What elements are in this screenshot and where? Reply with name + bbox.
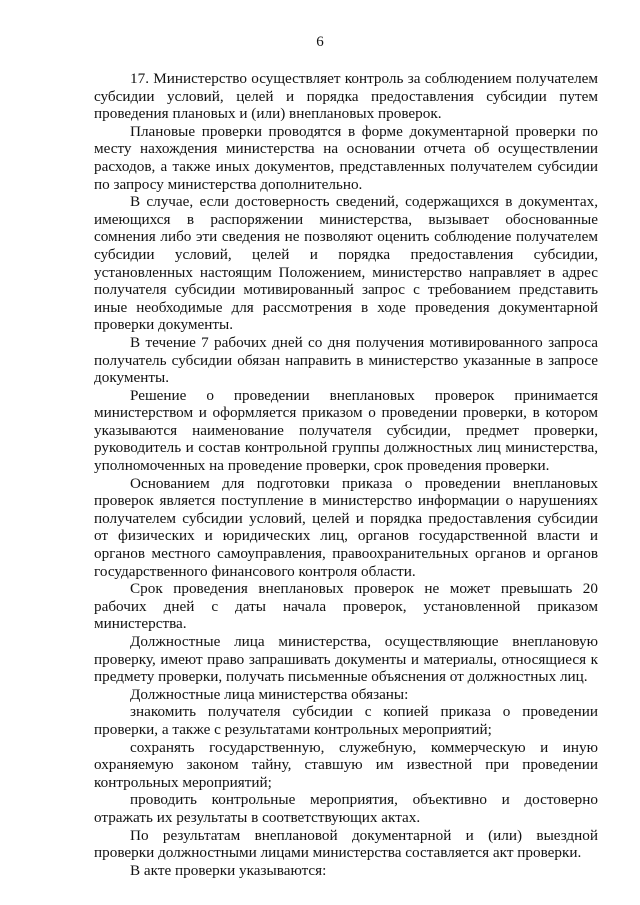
paragraph-act-drawn: По результатам внеплановой документарной и (или) выездной проверки должностными лицами министерства составляется акт проверки. (94, 826, 598, 862)
paragraph-planned-inspections: Плановые проверки проводятся в форме документарной проверки по месту нахождения министерства на основании отчета об осуществлении расходов, а также иных документов, представленных получателем субсидии по запросу министерства дополнительно. (94, 122, 598, 193)
paragraph-seven-days: В течение 7 рабочих дней со дня получения мотивированного запроса получатель субсидии обязан направить в министерство указанные в запросе документы. (94, 333, 598, 387)
paragraph-duty-objective: проводить контрольные мероприятия, объективно и достоверно отражать их результаты в соответствующих актах. (94, 791, 598, 826)
paragraph-officials-duties: Должностные лица министерства обязаны: (130, 685, 409, 703)
paragraph-reliability-doubts: В случае, если достоверность сведений, содержащихся в документах, имеющихся в распоряжении министерства, вызывает обоснованные сомнения либо эти сведения не позволяют оценить соблюдение получателем субсидии условий, целей и порядка предоставления субсидии, установленных настоящим Положением, министерство направляет в адрес получателя субсидии мотивированный запрос с требованием представить иные необходимые для рассмотрения в ходе проведения документарной проверки документы. (94, 193, 598, 334)
paragraph-duty-inform: знакомить получателя субсидии с копией приказа о проведении проверки, а также с результатами контрольных мероприятий; (94, 703, 598, 738)
paragraph-officials-rights: Должностные лица министерства, осуществляющие внеплановую проверку, имеют право запрашивать документы и материалы, относящиеся к предмету проверки, получать письменные объяснения от должностных лиц. (94, 633, 598, 686)
paragraph-term: Срок проведения внеплановых проверок не может превышать 20 рабочих дней с даты начала проверок, установленной приказом министерства. (94, 580, 598, 633)
paragraph-decision-unscheduled: Решение о проведении внеплановых проверок принимается министерством и оформляется приказом о проведении проверки, в котором указываются наименование получателя субсидии, предмет проверки, руководитель и состав контрольной группы должностных лиц министерства, уполномоченных на проведение проверки, срок проведения проверки. (94, 386, 598, 475)
document-body (94, 70, 598, 879)
paragraph-act-contents: В акте проверки указываются: (130, 861, 327, 879)
paragraph-duty-secret: сохранять государственную, служебную, коммерческую и иную охраняемую законом тайну, ставшую им известной при проведении контрольных мероприятий; (94, 738, 598, 791)
paragraph-control: 17. Министерство осуществляет контроль за соблюдением получателем субсидии условий, целей и порядка предоставления субсидии путем проведения плановых и (или) внеплановых проверок. (94, 70, 598, 123)
paragraph-grounds-order: Основанием для подготовки приказа о проведении внеплановых проверок является поступление в министерство информации о нарушениях получателем субсидии условий, целей и порядка предоставления субсидии от физических и юридических лиц, органов государственной власти и органов местного самоуправления, правоохранительных органов и органов государственного финансового контроля области. (94, 474, 598, 580)
page-number: 6 (316, 34, 324, 50)
